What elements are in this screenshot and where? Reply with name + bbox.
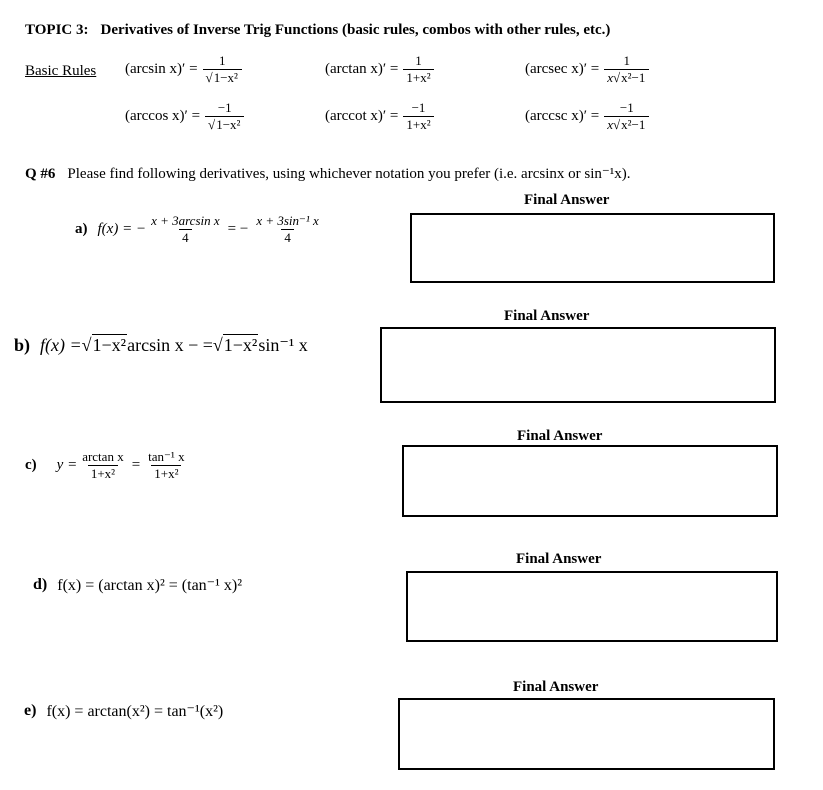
rule-arcsec-denominator: x√x²−1 — [604, 69, 649, 86]
topic-header — [25, 22, 610, 39]
rule-arctan-fraction — [403, 54, 433, 86]
problem-a-fraction-1: $\frac{\text{x + 3arcsin x}}{4}$ — [151, 213, 220, 245]
problem-c-mid: = — [131, 457, 141, 474]
problem-b-expr-tail: sin⁻¹ x — [258, 334, 308, 355]
final-answer-label-e: Final Answer — [513, 679, 599, 695]
rule-arccsc — [525, 101, 651, 133]
problem-c-fraction-2: $\frac{\text{tan⁻¹ x}}{\text{1+x²}}$ — [148, 449, 185, 481]
question-line — [25, 164, 631, 183]
final-answer-label-a: Final Answer — [524, 192, 610, 208]
rule-arctan — [325, 54, 436, 86]
answer-box-c[interactable] — [402, 445, 778, 517]
topic-number: TOPIC 3: — [25, 22, 89, 38]
problem-e-expression: f(x) = arctan(x²) = tan⁻¹(x²) — [46, 703, 224, 720]
rule-arcsin-numerator: 1 — [218, 53, 226, 68]
final-answer-label-b: Final Answer — [504, 308, 590, 324]
problem-a-lhs: f(x) = − — [97, 221, 147, 238]
problem-a-mid: = − — [227, 221, 249, 238]
problem-e — [24, 701, 223, 721]
answer-box-e[interactable] — [398, 698, 775, 770]
rule-arccot-lhs: (arccot x)′ = — [325, 108, 399, 125]
rule-arcsec-fraction — [604, 54, 649, 86]
problem-a — [75, 214, 324, 246]
problem-b-radicand-2: 1−x² — [223, 335, 258, 355]
rule-arccos — [125, 101, 246, 133]
rule-arccos-denominator: √1−x² — [205, 116, 244, 133]
topic-title: Derivatives of Inverse Trig Functions (basic rules, combos with other rules, etc.) — [100, 22, 611, 38]
rule-arcsec — [525, 54, 651, 86]
problem-b-radicand-1: 1−x² — [92, 335, 127, 355]
problem-d — [33, 575, 242, 595]
rule-arctan-denominator: 1+x² — [403, 69, 433, 86]
problem-b: b) f(x) = √ 1−x² arcsin x − = √ 1−x² sin⁻¹ x — [14, 334, 308, 355]
answer-box-b[interactable] — [380, 327, 776, 403]
rule-arctan-numerator: 1 — [415, 53, 422, 68]
problem-a-label: a) — [75, 221, 88, 238]
problem-c-lhs: y = — [56, 457, 78, 474]
answer-box-d[interactable] — [406, 571, 778, 642]
rule-arccsc-lhs: (arccsc x)′ = — [525, 108, 600, 125]
rule-arccot-numerator: −1 — [411, 100, 426, 115]
rule-arccsc-denominator: x√x²−1 — [604, 116, 649, 133]
rule-arccos-lhs: (arccos x)′ = — [125, 108, 201, 125]
final-answer-label-c: Final Answer — [517, 428, 603, 444]
problem-b-label: b) — [14, 334, 31, 355]
rule-arcsin — [125, 54, 244, 86]
problem-d-label: d) — [33, 576, 48, 593]
rule-arccos-fraction — [205, 101, 244, 133]
problem-e-label: e) — [24, 702, 37, 719]
rule-arccos-numerator: −1 — [217, 100, 232, 115]
question-number: Q #6 — [25, 166, 56, 182]
problem-c-label: c) — [25, 457, 37, 474]
rule-arccsc-numerator: −1 — [619, 100, 634, 115]
rule-arccot — [325, 101, 436, 133]
problem-a-fraction-2: $\frac{\text{x + 3sin⁻¹ x}}{4}$ — [256, 213, 319, 245]
answer-box-a[interactable] — [410, 213, 775, 283]
rule-arcsin-denominator: √1−x² — [203, 69, 242, 86]
problem-d-expression: f(x) = (arctan x)² = (tan⁻¹ x)² — [57, 577, 243, 594]
rule-arccot-fraction — [403, 101, 433, 133]
rule-arcsec-lhs: (arcsec x)′ = — [525, 61, 600, 78]
problem-c-fraction-1: $\frac{\text{arctan x}}{\text{1+x²}}$ — [82, 449, 124, 481]
rule-arcsec-numerator: 1 — [623, 53, 631, 68]
rule-arccot-denominator: 1+x² — [403, 116, 433, 133]
rule-arcsin-lhs: (arcsin x)′ = — [125, 61, 198, 78]
basic-rules-label: Basic Rules — [25, 63, 97, 79]
rule-arcsin-fraction — [203, 54, 242, 86]
problem-b-expr-mid: arcsin x − = — [127, 334, 213, 355]
question-text: Please find following derivatives, using whichever notation you prefer (i.e. arcsinx or sin⁻¹x). — [67, 166, 631, 182]
rule-arctan-lhs: (arctan x)′ = — [325, 61, 399, 78]
problem-b-expr-start: f(x) = — [40, 334, 82, 355]
final-answer-label-d: Final Answer — [516, 551, 602, 567]
problem-c — [25, 450, 190, 482]
rule-arccsc-fraction — [604, 101, 649, 133]
